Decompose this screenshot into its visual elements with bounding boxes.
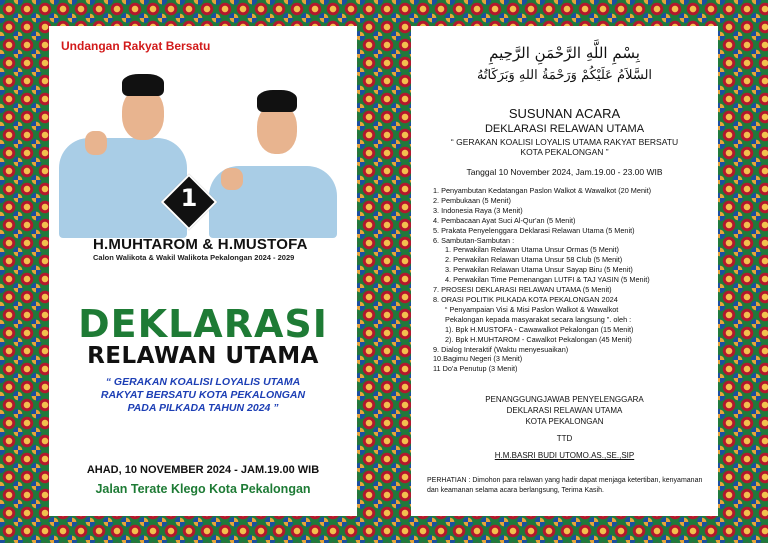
signature-line: DEKLARASI RELAWAN UTAMA [506, 406, 623, 415]
signature-line: KOTA PEKALONGAN [525, 417, 604, 426]
list-item: 5. Prakata Penyelenggara Deklarasi Relawan Utama (5 Menit) [433, 225, 635, 235]
salam: السَّلاَمُ عَلَيْكُمْ وَرَحْمَةُ اللهِ وَبَرَكَاتُهُ [476, 68, 653, 83]
candidate-role: Calon Walikota & Wakil Walikota Pekalongan 2024 - 2029 [93, 253, 295, 262]
list-item: 1. Penyambutan Kedatangan Paslon Walkot & Wawalkot (20 Menit) [433, 186, 652, 195]
list-item: 9. Dialog Interaktif (Waktu menyesuaikan) [433, 344, 569, 354]
agenda-list [433, 186, 713, 374]
agenda-heading: SUSUNAN ACARA [508, 106, 621, 121]
agenda-subheading: DEKLARASI RELAWAN UTAMA [484, 123, 645, 135]
event-agenda [411, 26, 718, 516]
ttd-label: TTD [556, 434, 573, 443]
title-relawan-utama: RELAWAN UTAMA [87, 343, 319, 369]
list-item: 2). Bpk H.MUHTAROM - Cawalkot Pekalongan (45 Menit) [445, 334, 632, 344]
list-item: 8. ORASI POLITIK PILKADA KOTA PEKALONGAN 2024 [433, 294, 618, 304]
agenda-subtitle: “ GERAKAN KOALISI LOYALIS UTAMA RAKYAT BERSATU [450, 137, 679, 147]
slogan-line: PADA PILKADA TAHUN 2024 ” [127, 402, 279, 414]
list-item: 2. Pembukaan (5 Menit) [433, 195, 511, 205]
agenda-date: Tanggal 10 November 2024, Jam.19.00 - 23.00 WIB [466, 167, 663, 177]
list-item: 4. Pembacaan Ayat Suci Al-Qur'an (5 Menit) [433, 215, 576, 225]
invitation-tag: Undangan Rakyat Bersatu [61, 39, 211, 53]
list-item: 3. Indonesia Raya (3 Menit) [433, 205, 523, 215]
agenda-subtitle: KOTA PEKALONGAN ” [520, 147, 609, 157]
list-item: 1. Perwakilan Relawan Utama Unsur Ormas (5 Menit) [445, 245, 619, 255]
list-item: 2. Perwakilan Relawan Utama Unsur 58 Club (5 Menit) [445, 255, 623, 265]
signer-name: H.M.BASRI BUDI UTOMO.AS.,SE.,SIP [494, 451, 635, 460]
slogan-line: RAKYAT BERSATU KOTA PEKALONGAN [100, 389, 306, 401]
list-item: 1). Bpk H.MUSTOFA - Cawawalkot Pekalongan (15 Menit) [445, 324, 634, 334]
badge-number: 1 [180, 184, 198, 212]
event-venue: Jalan Terate Klego Kota Pekalongan [95, 482, 311, 496]
signature-block [411, 394, 718, 461]
list-item: “ Penyampaian Visi & Misi Paslon Walkot & Wawalkot [445, 304, 619, 314]
bismillah: بِسْمِ اللَّهِ الرَّحْمَنِ الرَّحِيمِ [489, 44, 640, 62]
invitation-cover [49, 26, 357, 516]
list-item: 7. PROSESI DEKLARASI RELAWAN UTAMA (5 Menit) [433, 285, 612, 295]
list-item: 11 Do'a Penutup (3 Menit) [433, 364, 518, 374]
list-item: 10.Bagimu Negeri (3 Menit) [433, 354, 523, 364]
title-deklarasi: DEKLARASI [78, 302, 328, 346]
list-item: 4. Perwakilan Time Pemenangan LUTFI & TAJ YASIN (5 Menit) [445, 275, 650, 285]
candidate-names: H.MUHTAROM & H.MUSTOFA [93, 236, 308, 253]
attention-note: PERHATIAN : Dimohon para relawan yang hadir dapat menjaga ketertiban, kenyamanan dan keamanan selama acara berlangsung, Terima Kasih. [427, 477, 703, 494]
list-item: 6. Sambutan-Sambutan : [433, 235, 515, 245]
signature-line: PENANGGUNGJAWAB PENYELENGGARA [485, 395, 644, 404]
slogan [69, 376, 337, 415]
event-date: AHAD, 10 NOVEMBER 2024 - JAM.19.00 WIB [86, 464, 320, 476]
list-item: 3. Perwakilan Relawan Utama Unsur Sayap Biru (5 Menit) [445, 265, 633, 275]
slogan-line: “ GERAKAN KOALISI LOYALIS UTAMA [105, 376, 301, 388]
list-item: Pekalongan kepada masyarakat secara langsung ”. oleh : [445, 314, 632, 324]
